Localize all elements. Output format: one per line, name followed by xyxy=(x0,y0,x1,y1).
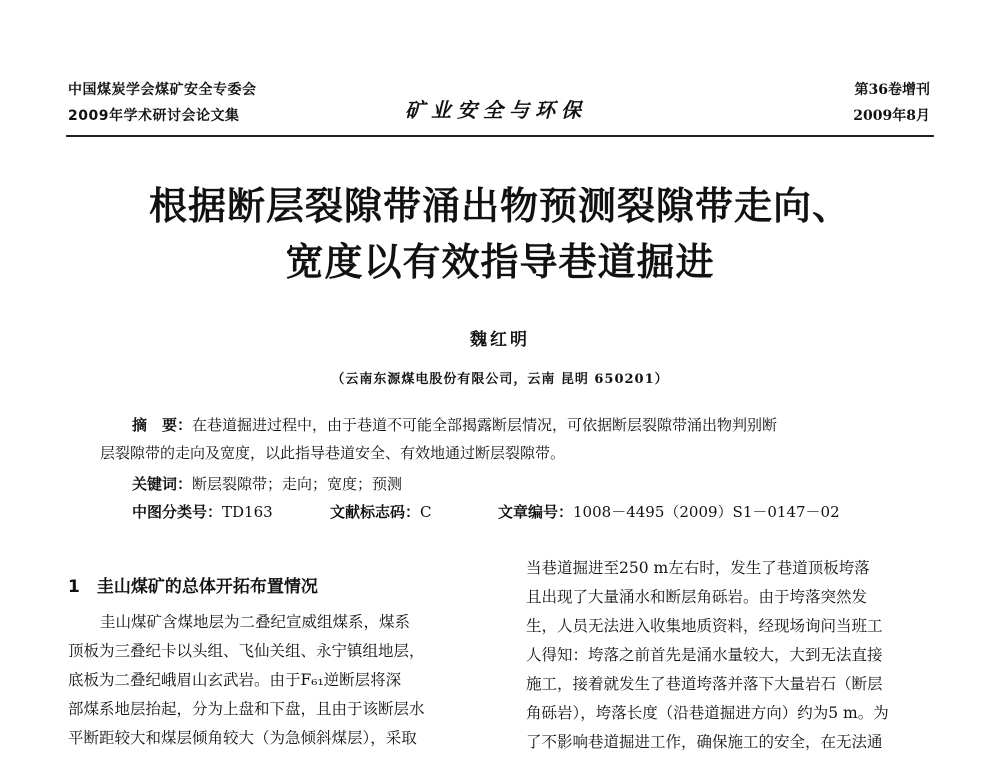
article-number xyxy=(498,498,840,526)
keywords-label: 关键词： xyxy=(132,475,193,493)
doc-value: C xyxy=(420,503,432,521)
body-line: 当巷道掘进至250 m左右时，发生了巷道顶板垮落 xyxy=(526,559,870,577)
body-line: 角砾岩），垮落长度（沿巷道掘进方向）约为5 m。为 xyxy=(526,704,889,722)
body-line: 施工，接着就发生了巷道垮落并落下大量岩石（断层 xyxy=(526,675,883,693)
volume-info: 第36卷增刊 xyxy=(854,82,930,98)
body-line: 顶板为三叠纪卡以头组、飞仙关组、永宁镇组地层， xyxy=(68,642,425,660)
abstract xyxy=(100,411,900,467)
body-line: 部煤系地层抬起，分为上盘和下盘，且由于该断层水 xyxy=(68,700,425,718)
clc-value: TD163 xyxy=(222,503,273,521)
committee-name: 中国煤炭学会煤矿安全专委会 xyxy=(68,82,257,98)
body-line: 了不影响巷道掘进工作，确保施工的安全，在无法通 xyxy=(526,733,883,751)
doc-label: 文献标志码： xyxy=(330,503,421,521)
body-line: 平断距较大和煤层倾角较大（为急倾斜煤层），采取 xyxy=(68,729,417,747)
proceedings-name: 2009年学术研讨会论文集 xyxy=(68,108,240,124)
title-line-1: 根据断层裂隙带涌出物预测裂隙带走向、 xyxy=(148,184,851,228)
right-column xyxy=(526,554,938,757)
body-line: 人得知：垮落之前首先是涌水量较大，大到无法直接 xyxy=(526,646,883,664)
body-line: 且出现了大量涌水和断层角砾岩。由于垮落突然发 xyxy=(526,588,868,606)
abstract-label: 摘 要： xyxy=(132,416,193,434)
right-paragraph xyxy=(526,554,938,757)
abstract-text-2: 层裂隙带的走向及宽度，以此指导巷道安全、有效地通过断层裂隙带。 xyxy=(100,444,566,462)
paper-title xyxy=(0,178,1000,290)
classification-line xyxy=(132,498,840,526)
journal-header-right xyxy=(853,77,930,129)
abstract-line-1 xyxy=(100,411,900,439)
journal-header-left xyxy=(68,77,257,129)
body-line: 圭山煤矿含煤地层为二叠纪宣威组煤系，煤系 xyxy=(100,613,411,631)
section-heading: 1 圭山煤矿的总体开拓布置情况 xyxy=(68,577,318,597)
body-line: 底板为二叠纪峨眉山玄武岩。由于F₆₁逆断层将深 xyxy=(68,671,402,689)
author-affiliation: （云南东源煤电股份有限公司，云南 昆明 650201） xyxy=(331,372,669,387)
left-column xyxy=(68,608,473,753)
clc-number xyxy=(132,498,330,526)
document-code xyxy=(330,498,498,526)
keywords-value: 断层裂隙带；走向；宽度；预测 xyxy=(192,475,403,493)
art-value: 1008－4495（2009）S1－0147－02 xyxy=(573,503,840,521)
journal-title: 矿业安全与环保 xyxy=(405,98,587,122)
clc-label: 中图分类号： xyxy=(132,503,223,521)
abstract-text-1: 在巷道掘进过程中，由于巷道不可能全部揭露断层情况，可依据断层裂隙带涌出物判别断 xyxy=(192,416,778,434)
keywords xyxy=(132,470,402,498)
issue-date: 2009年8月 xyxy=(853,108,930,124)
left-paragraph xyxy=(68,608,473,753)
body-line: 生，人员无法进入收集地质资料，经现场询问当班工 xyxy=(526,617,883,635)
art-label: 文章编号： xyxy=(498,503,574,521)
header-rule xyxy=(66,135,934,137)
author-name: 魏红明 xyxy=(470,330,530,350)
title-line-2: 宽度以有效指导巷道掘进 xyxy=(285,240,715,284)
